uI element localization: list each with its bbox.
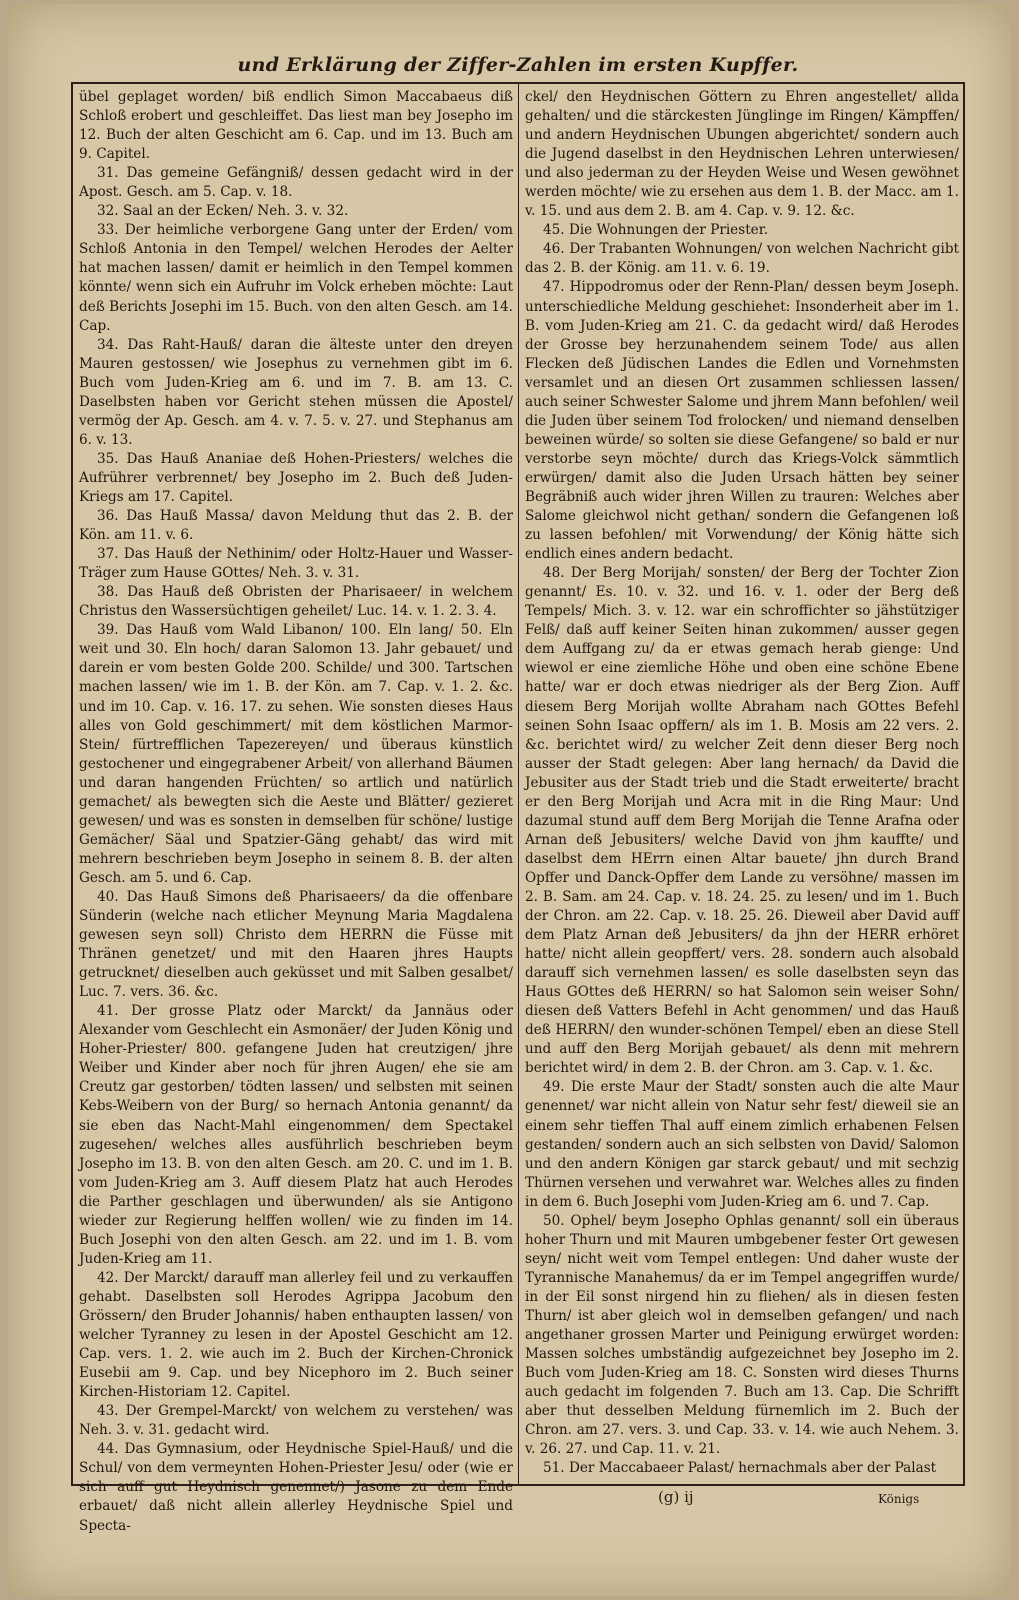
entry-paragraph: 35. Das Hauß Ananiae deß Hohen-Priesters/ welches die Aufrührer verbrennet/ bey Josepho im 2. Buch deß Juden-Kriegs am 17. Capitel. [79,450,513,505]
entry-paragraph: 51. Der Maccabaeer Palast/ hernachmals aber der Palast [543,1460,937,1477]
entry-paragraph: 31. Das gemeine Gefängniß/ dessen gedacht wird in der Apost. Gesch. am 5. Cap. v. 18. [79,165,513,201]
entry-paragraph: übel geplaget worden/ biß endlich Simon Maccabaeus diß Schloß erobert und geschleiffet. Das liest man bey Josepho im 12. Buch der alten Geschicht am 6. Cap. und im 13. Buch am 9. Capitel. [79,89,513,163]
book-page [8,4,1011,1596]
left-column [79,88,513,1534]
entry-paragraph: 38. Das Hauß deß Obristen der Pharisaeer/ in welchem Christus den Wassersüchtigen geheilet/ Luc. 14. v. 1. 2. 3. 4. [79,584,513,620]
entry-paragraph: 39. Das Hauß vom Wald Libanon/ 100. Eln lang/ 50. Eln weit und 30. Eln hoch/ daran Salomon 13. Jahr gebauet/ und darein er vom besten Golde 200. Schilde/ und 300. Tartschen machen lassen/ wie im 1. B. der Kön. am 7. Cap. v. 1. 2. &c. und im 10. Cap. v. 16. 17. zu sehen. Wie sonsten dieses Haus alles von Gold geschimmert/ mit dem köstlichen Marmor-Stein/ fürtrefflichen Tapezereyen/ und überaus künstlich gestochener und eingegrabener Arbeit/ von allerhand Bäumen und daran hangenden Früchten/ so artlich und natürlich gemachet/ als bewegten sich die Aeste und Blätter/ gezieret gewesen/ und was es sonsten in demselben für schöne/ lustige Gemächer/ Säal und Spatzier-Gäng gehabt/ das wird mit mehrern beschrieben beym Josepho in seinem 8. B. der alten Gesch. am 5. und 6. Cap. [79,622,513,886]
column-divider [518,84,519,1484]
entry-paragraph: 44. Das Gymnasium, oder Heydnische Spiel-Hauß/ und die Schul/ von dem vermeynten Hohen-Priester Jesu/ oder (wie er sich auff gut Heydnisch genennet/) Jasone zu dem Ende erbauet/ daß nicht allein allerley Heydnische Spiel und Specta- [79,1441,513,1534]
entry-paragraph: 34. Das Raht-Hauß/ daran die älteste unter den dreyen Mauren gestossen/ wie Josephus zu vernehmen gibt im 6. Buch vom Juden-Krieg am 6. und im 7. B. am 13. C. Daselbsten haben vor Gericht stehen müssen die Apostel/ vermög der Ap. Gesch. am 4. v. 7. 5. v. 27. und Stephanus am 6. v. 13. [79,336,513,448]
signature-mark: (g) ij [658,1488,694,1506]
entry-paragraph: 48. Der Berg Morijah/ sonsten/ der Berg der Tochter Zion genannt/ Es. 10. v. 32. und 16. v. 1. oder der Berg deß Tempels/ Mich. 3. v. 12. war ein schroffichter so jähstütziger Felß/ daß auff keiner Seiten hinan zukommen/ ausser gegen dem Auffgang zu/ da er etwas gemach herab gienge: Und wiewol er eine ziemliche Höhe und oben eine schöne Ebene hatte/ war er doch etwas niedriger als der Berg Zion. Auff diesem Berg Morijah wollte Abraham nach GOttes Befehl seinen Sohn Isaac opffern/ als im 1. B. Mosis am 22 vers. 2. &c. berichtet wird/ zu welcher Zeit denn dieser Berg noch ausser der Stadt gelegen: Aber lang hernach/ da David die Jebusiter aus der Stadt trieb und die Stadt erweiterte/ bracht er den Berg Morijah und Acra mit in die Ring Maur: Und dazumal stund auff dem Berg Morijah die Tenne Arafna oder Arnan deß Jebusiters/ welche David von jhm kauffte/ und daselbst dem HErrn einen Altar bauete/ jhn durch Brand Opffer und Danck-Opffer dem Lande zu versöhne/ massen im 2. B. Sam. am 24. Cap. v. 18. 24. 25. zu lesen/ und im 1. Buch der Chron. am 22. Cap. v. 18. 25. 26. Dieweil aber David auff dem Platz Arnan deß Jebusiters/ da jhn der HERR erhöret hatte/ nicht allein geopffert/ vers. 28. sondern auch alsobald darauff sich vernehmen lassen/ es solle daselbsten seyn das Haus GOttes deß HERRN/ so hat Salomon sein weiser Sohn/ diesen deß Vatters Befehl in Acht genommen/ und das Hauß deß HERRN/ den wunder-schönen Tempel/ eben an diese Stell und auff den Berg Morijah gebauet/ als denn mit mehrern berichtet wird/ in dem 2. B. der Chron. am 3. Cap. v. 1. &c. [525,565,959,1077]
entry-paragraph: 42. Der Marckt/ darauff man allerley feil und zu verkauffen gehabt. Daselbsten soll Herodes Agrippa Jacobum den Grössern/ den Bruder Johannis/ haben enthaupten lassen/ von welcher Tyranney zu lesen in der Apostel Geschicht am 12. Cap. vers. 1. 2. wie auch im 2. Buch der Kirchen-Chronick Eusebii am 9. Cap. und bey Nicephoro im 2. Buch seiner Kirchen-Historiam 12. Capitel. [79,1269,513,1401]
entry-paragraph: 32. Saal an der Ecken/ Neh. 3. v. 32. [97,203,349,220]
entry-paragraph: 36. Das Hauß Massa/ davon Meldung thut das 2. B. der Kön. am 11. v. 6. [79,508,513,544]
entry-paragraph: 45. Die Wohnungen der Priester. [543,222,769,239]
entry-paragraph: 41. Der grosse Platz oder Marckt/ da Jannäus oder Alexander vom Geschlecht ein Asmonäer/ der Juden König und Hoher-Priester/ 800. gefangene Juden hat creutzigen/ jhre Weiber und Kinder aber noch für jhren Augen/ ehe sie am Creutz gar gestorben/ tödten lassen/ und selbsten mit seinen Kebs-Weibern von der Burg/ so hernach Antonia genannt/ da sie eben das Nacht-Mahl eingenommen/ dem Spectakel zugesehen/ welches alles ausführlich beschrieben beym Josepho im 13. B. von den alten Gesch. am 20. C. und im 1. B. vom Juden-Krieg am 3. Auff diesem Platz hat auch Herodes die Parther geschlagen und überwunden/ als sie Antigono wieder zur Regierung helffen wollen/ wie zu finden im 14. Buch Josephi von den alten Gesch. am 22. und im 1. B. vom Juden-Krieg am 11. [79,1003,513,1267]
right-column [525,88,959,1478]
catchword: Königs [878,1492,920,1506]
entry-paragraph: 49. Die erste Maur der Stadt/ sonsten auch die alte Maur genennet/ war nicht allein von Natur sehr fest/ dieweil sie an einem sehr tieffen Thal auff einem zimlich erhabenen Felsen gestanden/ sondern auch an sich selbsten von David/ Salomon und den andern Königen gar starck gebaut/ und mit sechzig Thürnen versehen und verwahret war. Welches alles zu finden in dem 6. Buch Josephi vom Juden-Krieg am 6. und 7. Cap. [525,1079,959,1210]
entry-paragraph: 50. Ophel/ beym Josepho Ophlas genannt/ soll ein überaus hoher Thurn und mit Mauren umbgebener fester Ort gewesen seyn/ nicht weit vom Tempel entlegen: Und daher wuste der Tyrannische Manahemus/ da er im Tempel angegriffen wurde/ in der Eil sonst nirgend hin zu fliehen/ als in diesen festen Thurn/ ist aber gleich wol in demselben gefangen/ und nach angethaner grossen Marter und Peinigung erwürget worden: Massen solches umbständig aufgezeichnet bey Josepho im 2. Buch vom Juden-Krieg am 18. C. Sonsten wird dieses Thurns auch gedacht im folgenden 7. Buch am 13. Cap. Die Schrifft aber thut desselben Meldung fürnemlich im 2. Buch der Chron. am 27. vers. 3. und Cap. 33. v. 14. wie auch Nehem. 3. v. 26. 27. und Cap. 11. v. 21. [525,1212,959,1458]
entry-paragraph: 33. Der heimliche verborgene Gang unter der Erden/ vom Schloß Antonia in den Tempel/ welchen Herodes der Aelter hat machen lassen/ damit er heimlich in den Tempel kommen könnte/ wenn sich ein Aufruhr im Volck erheben möchte: Laut deß Berichts Josephi im 15. Buch. von den alten Gesch. am 14. Cap. [79,222,513,334]
entry-paragraph: 40. Das Hauß Simons deß Pharisaeers/ da die offenbare Sünderin (welche nach etlicher Meynung Maria Magdalena gewesen seyn soll) Christo dem HERRN die Füsse mit Thränen genetzet/ und mit den Haaren jhres Haupts getrucknet/ dieselben auch geküsset und mit Salben gesalbet/ Luc. 7. vers. 36. &c. [79,888,513,1001]
running-header: und Erklärung der Ziffer-Zahlen im ersten Kupffer. [237,54,799,76]
entry-paragraph: 47. Hippodromus oder der Renn-Plan/ dessen beym Joseph. unterschiedliche Meldung geschiehet: Insonderheit aber im 1. B. vom Juden-Krieg am 21. C. da gedacht wird/ daß Herodes der Grosse bey herzunahendem seinem Tode/ aus allen Flecken deß Jüdischen Landes die Edlen und Vornehmsten versamlet und an diesen Ort zusammen schliessen lassen/ auch seiner Schwester Salome und jhrem Mann befohlen/ weil die Juden über seinem Tod frolocken/ und niemand denselben beweinen würde/ so solten sie diese Gefangene/ so bald er nur verstorbe seyn möchte/ durch das Kriegs-Volck sämmtlich erwürgen/ damit also die Juden Ursach hätten bey seiner Begräbniß auch wider jhren Willen zu trauren: Welches aber Salome gleichwol nicht gethan/ sondern die Gefangenen loß zu lassen befohlen/ mit Vorwendung/ der König hätte sich endlich eines andern bedacht. [525,279,959,563]
entry-paragraph: 37. Das Hauß der Nethinim/ oder Holtz-Hauer und Wasser-Träger zum Hause GOttes/ Neh. 3. v. 31. [79,546,513,582]
entry-paragraph: 46. Der Trabanten Wohnungen/ von welchen Nachricht gibt das 2. B. der König. am 11. v. 6. 19. [525,241,959,277]
entry-paragraph: ckel/ den Heydnischen Göttern zu Ehren angestellet/ allda gehalten/ und die stärckesten Jünglinge im Ringen/ Kämpffen/ und andern Heydnischen Ubungen abgerichtet/ sondern auch die Jugend daselbst in den Heydnischen Lehren unterwiesen/ und also jederman zu der Heyden Weise und Wesen gewöhnet werden möchte/ wie zu ersehen aus dem 1. B. der Macc. am 1. v. 15. und aus dem 2. B. am 4. Cap. v. 9. 12. &c. [525,89,959,220]
entry-paragraph: 43. Der Grempel-Marckt/ von welchem zu verstehen/ was Neh. 3. v. 31. gedacht wird. [79,1403,513,1439]
